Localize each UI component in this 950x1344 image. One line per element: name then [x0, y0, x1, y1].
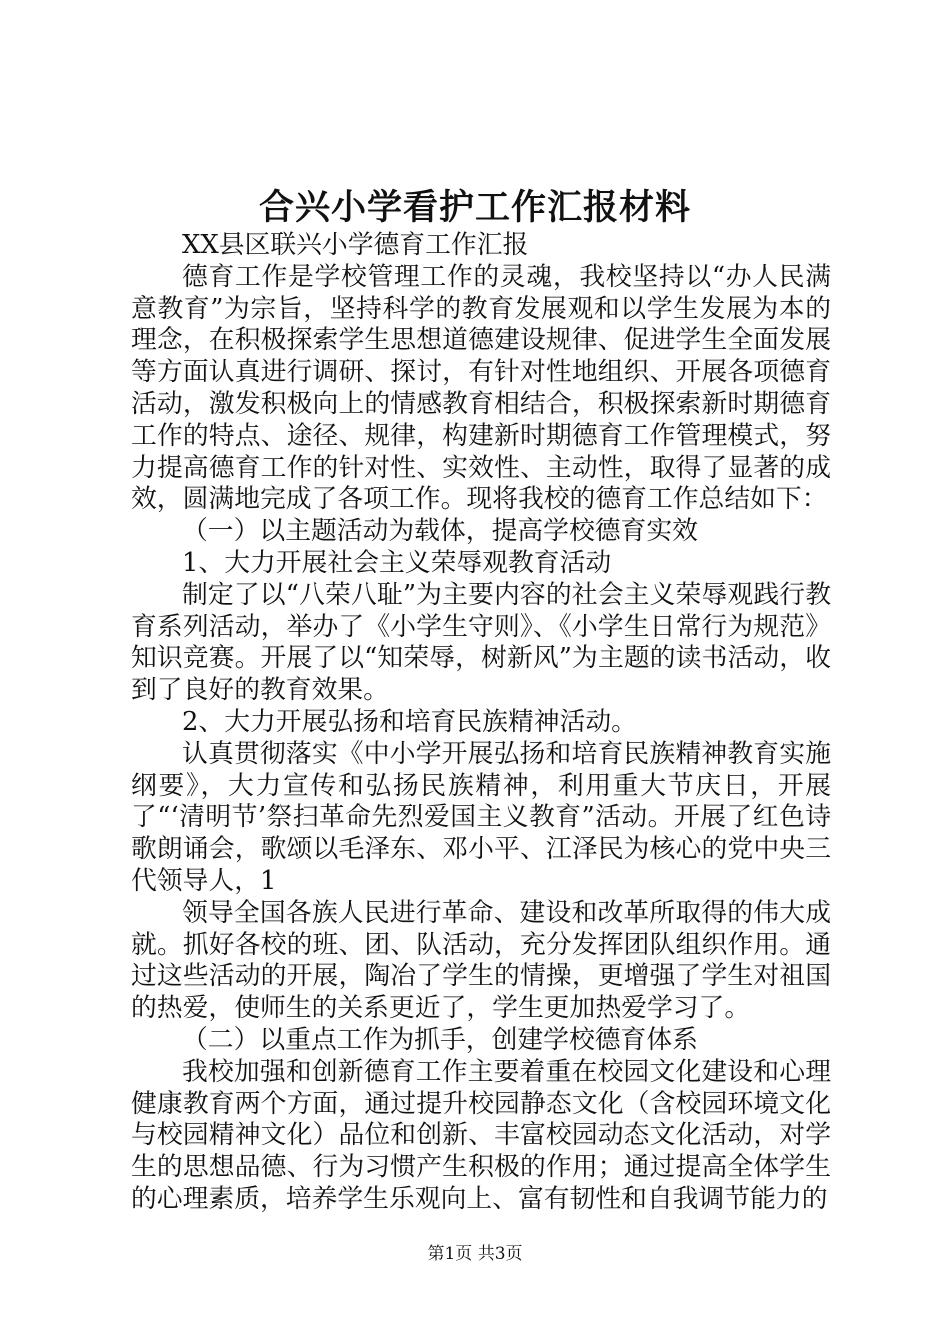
section-heading-1: （一）以主题活动为载体，提高学校德育实效	[182, 516, 698, 547]
paragraph-national-spirit: 认真贯彻落实《中小学开展弘扬和培育民族精神教育实施纲要》，大力宣传和弘扬民族精神，利用重大节庆日，开展了“‘清明节’祭扫革命先烈爱国主义教育”活动。开展了红色诗歌朗诵会，歌颂以毛泽东、邓小平、江泽民为核心的党中央三代领导人，1	[131, 738, 831, 896]
paragraph-achievements: 领导全国各族人民进行革命、建设和改革所取得的伟大成就。抓好各校的班、团、队活动，充分发挥团队组织作用。通过这些活动的开展，陶冶了学生的情操，更增强了学生对祖国的热爱，使师生的关系更近了，学生更加热爱学习了。	[131, 897, 831, 1024]
document-body	[131, 230, 831, 1216]
section-heading-2: （二）以重点工作为抓手，创建学校德育体系	[182, 1024, 698, 1055]
page-number: 第1页 共3页	[427, 1244, 523, 1264]
paragraph-intro: 德育工作是学校管理工作的灵魂，我校坚持以“办人民满意教育”为宗旨，坚持科学的教育发展观和以学生发展为本的理念，在积极探索学生思想道德建设规律、促进学生全面发展等方面认真进行调研、探讨，有针对性地组织、开展各项德育活动，激发积极向上的情感教育相结合，积极探索新时期德育工作的特点、途径、规律，构建新时期德育工作管理模式，努力提高德育工作的针对性、实效性、主动性，取得了显著的成效，圆满地完成了各项工作。现将我校的德育工作总结如下：	[131, 261, 831, 515]
page-title: 合兴小学看护工作汇报材料	[258, 188, 691, 228]
paragraph-subtitle: XX县区联兴小学德育工作汇报	[182, 230, 529, 260]
paragraph-campus-culture: 我校加强和创新德育工作主要着重在校园文化建设和心理健康教育两个方面，通过提升校园静态文化（含校园环境文化与校园精神文化）品位和创新、丰富校园动态文化活动，对学生的思想品德、行为习惯产生积极的作用；通过提高全体学生的心理素质，培养学生乐观向上、富有韧性和自我调节能力的	[131, 1056, 831, 1214]
subsection-heading-1: 1、大力开展社会主义荣辱观教育活动	[182, 547, 612, 578]
subsection-heading-2: 2、大力开展弘扬和培育民族精神活动。	[182, 706, 637, 737]
paragraph-honor-activities: 制定了以“八荣八耻”为主要内容的社会主义荣辱观践行教育系列活动，举办了《小学生守则》、《小学生日常行为规范》知识竞赛。开展了以“知荣辱，树新风”为主题的读书活动，收到了良好的教育效果。	[131, 579, 831, 706]
